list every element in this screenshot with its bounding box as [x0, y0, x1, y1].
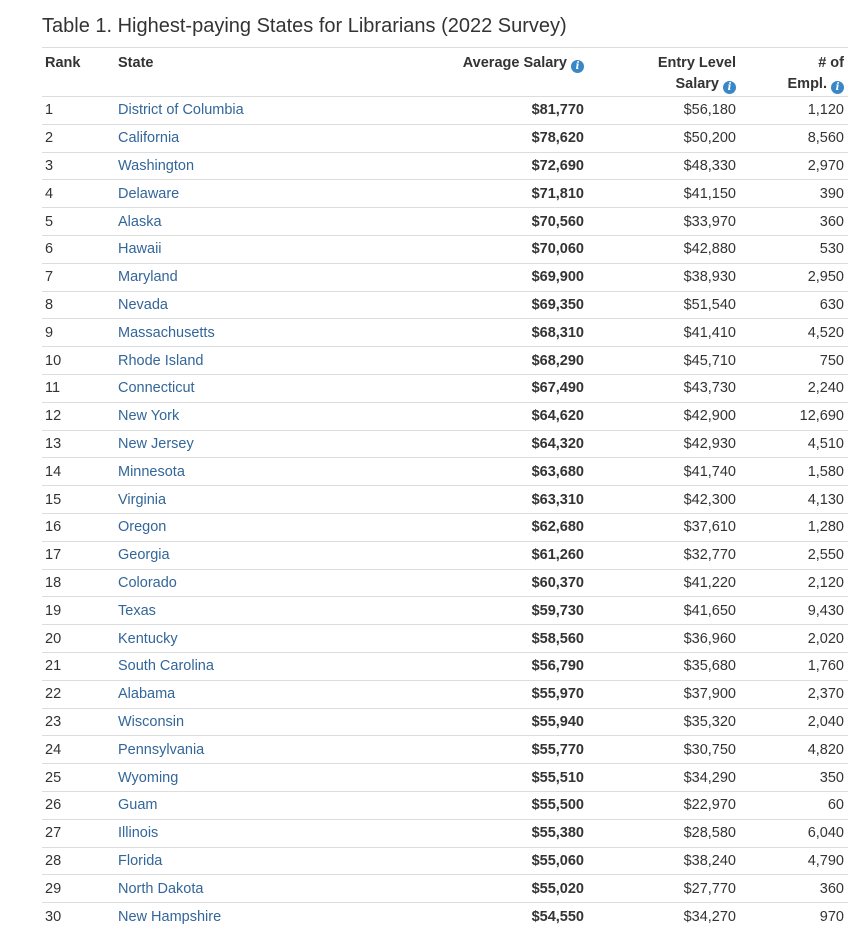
table-row: [42, 625, 848, 653]
employment-cell: 9,430: [736, 597, 848, 625]
state-cell: [118, 430, 348, 458]
average-salary-cell: $55,060: [348, 847, 584, 875]
state-cell: [118, 263, 348, 291]
average-salary-cell: $71,810: [348, 180, 584, 208]
info-icon[interactable]: i: [571, 60, 584, 73]
header-row: [42, 48, 848, 97]
table-header: [42, 48, 848, 97]
rank-cell: 8: [42, 291, 118, 319]
employment-cell: 2,040: [736, 708, 848, 736]
state-link[interactable]: Oregon: [118, 519, 167, 536]
entry-salary-cell: $42,900: [584, 402, 736, 430]
state-cell: [118, 347, 348, 375]
average-salary-cell: $64,320: [348, 430, 584, 458]
average-salary-cell: $56,790: [348, 652, 584, 680]
average-salary-cell: $55,940: [348, 708, 584, 736]
average-salary-cell: $55,970: [348, 680, 584, 708]
state-link[interactable]: New Hampshire: [118, 908, 222, 925]
rank-cell: 15: [42, 486, 118, 514]
average-salary-cell: $63,310: [348, 486, 584, 514]
state-link[interactable]: Delaware: [118, 185, 180, 202]
state-cell: [118, 736, 348, 764]
state-cell: [118, 319, 348, 347]
state-cell: [118, 847, 348, 875]
state-link[interactable]: Minnesota: [118, 463, 185, 480]
employment-cell: 6,040: [736, 819, 848, 847]
entry-salary-cell: $22,970: [584, 791, 736, 819]
average-salary-cell: $69,900: [348, 263, 584, 291]
table-row: [42, 847, 848, 875]
table-row: [42, 708, 848, 736]
rank-cell: 4: [42, 180, 118, 208]
table-row: [42, 152, 848, 180]
average-salary-cell: $55,380: [348, 819, 584, 847]
average-salary-cell: $62,680: [348, 513, 584, 541]
rank-cell: 14: [42, 458, 118, 486]
entry-salary-cell: $36,960: [584, 625, 736, 653]
employment-cell: 2,970: [736, 152, 848, 180]
state-link[interactable]: Maryland: [118, 269, 178, 286]
rank-cell: 24: [42, 736, 118, 764]
state-cell: [118, 486, 348, 514]
rank-cell: 26: [42, 791, 118, 819]
rank-cell: 6: [42, 235, 118, 263]
state-cell: [118, 541, 348, 569]
state-cell: [118, 652, 348, 680]
entry-salary-cell: $35,680: [584, 652, 736, 680]
entry-salary-cell: $41,650: [584, 597, 736, 625]
entry-salary-cell: $42,300: [584, 486, 736, 514]
employment-cell: 970: [819, 908, 844, 925]
state-cell: [118, 152, 348, 180]
employment-cell: 360: [736, 208, 848, 236]
employment-cell: 8,560: [736, 124, 848, 152]
entry-salary-cell: $41,410: [584, 319, 736, 347]
entry-salary-cell: $30,750: [584, 736, 736, 764]
rank-cell: 21: [42, 652, 118, 680]
employment-cell: 1,280: [736, 513, 848, 541]
average-salary-cell: $69,350: [348, 291, 584, 319]
state-cell: [118, 235, 348, 263]
state-link[interactable]: Florida: [118, 852, 163, 869]
employment-cell: 2,240: [736, 374, 848, 402]
employment-cell: 360: [736, 875, 848, 903]
entry-salary-cell: $41,150: [584, 180, 736, 208]
table-row: [42, 764, 848, 792]
average-salary-cell: $68,310: [348, 319, 584, 347]
employment-cell: 2,120: [736, 569, 848, 597]
table-row: [42, 903, 848, 930]
state-link[interactable]: Wisconsin: [118, 713, 185, 730]
state-link[interactable]: Kentucky: [118, 630, 178, 647]
table-row: [42, 124, 848, 152]
info-icon[interactable]: i: [723, 81, 736, 94]
average-salary-cell: $78,620: [348, 124, 584, 152]
table-row: [42, 680, 848, 708]
state-link[interactable]: New Jersey: [118, 435, 194, 452]
entry-salary-cell: $38,930: [584, 263, 736, 291]
entry-salary-cell: $34,270: [683, 908, 736, 925]
rank-cell: 11: [42, 374, 118, 402]
employment-cell: 12,690: [736, 402, 848, 430]
entry-salary-cell: $37,900: [584, 680, 736, 708]
entry-salary-cell: $41,740: [584, 458, 736, 486]
state-link[interactable]: North Dakota: [118, 880, 204, 897]
state-cell: [118, 875, 348, 903]
table-row: [42, 736, 848, 764]
rank-cell: 10: [42, 347, 118, 375]
state-link[interactable]: Colorado: [118, 574, 177, 591]
average-salary-cell: $55,770: [348, 736, 584, 764]
average-salary-cell: $63,680: [348, 458, 584, 486]
state-cell: [118, 903, 348, 930]
state-link[interactable]: Guam: [118, 797, 158, 814]
table-body: [42, 97, 848, 930]
entry-salary-cell: $28,580: [584, 819, 736, 847]
entry-salary-cell: $35,320: [584, 708, 736, 736]
table-container: [42, 0, 848, 930]
table-row: [42, 374, 848, 402]
table-row: [42, 486, 848, 514]
table-row: [42, 180, 848, 208]
rank-cell: 18: [42, 569, 118, 597]
average-salary-cell: $55,510: [348, 764, 584, 792]
state-link[interactable]: New York: [118, 408, 180, 425]
employment-cell: 390: [736, 180, 848, 208]
entry-salary-cell: $32,770: [584, 541, 736, 569]
rank-cell: 12: [42, 402, 118, 430]
entry-salary-cell: $42,880: [584, 235, 736, 263]
average-salary-cell: $54,550: [531, 908, 584, 925]
employment-cell: 1,760: [736, 652, 848, 680]
average-salary-cell: $64,620: [348, 402, 584, 430]
state-cell: [118, 708, 348, 736]
entry-salary-cell: $41,220: [584, 569, 736, 597]
average-salary-cell: $61,260: [348, 541, 584, 569]
employment-cell: 1,120: [736, 97, 848, 125]
state-cell: [118, 764, 348, 792]
entry-salary-cell: $37,610: [584, 513, 736, 541]
table-row: [42, 791, 848, 819]
rank-cell: 7: [42, 263, 118, 291]
rank-cell: 29: [42, 875, 118, 903]
state-link[interactable]: South Carolina: [118, 658, 214, 675]
state-link[interactable]: Rhode Island: [118, 352, 204, 369]
entry-salary-cell: $48,330: [584, 152, 736, 180]
header-entry-level-salary[interactable]: Entry Level Salary i: [584, 48, 736, 97]
employment-cell: 4,130: [736, 486, 848, 514]
state-link[interactable]: Alaska: [118, 213, 162, 230]
table-row: [42, 97, 848, 125]
employment-cell: 630: [736, 291, 848, 319]
rank-cell: 17: [42, 541, 118, 569]
rank-cell: 22: [42, 680, 118, 708]
rank-cell: 30: [45, 908, 62, 925]
entry-salary-cell: $56,180: [584, 97, 736, 125]
rank-cell: 20: [42, 625, 118, 653]
employment-cell: 2,370: [736, 680, 848, 708]
state-cell: [118, 402, 348, 430]
state-cell: [118, 819, 348, 847]
table-row: [42, 402, 848, 430]
rank-cell: 5: [42, 208, 118, 236]
state-link[interactable]: Hawaii: [118, 241, 162, 258]
info-icon[interactable]: i: [831, 81, 844, 94]
average-salary-cell: $68,290: [348, 347, 584, 375]
header-average-salary[interactable]: Average Salary i: [348, 48, 584, 97]
state-cell: [118, 458, 348, 486]
employment-cell: 530: [736, 235, 848, 263]
employment-cell: 2,550: [736, 541, 848, 569]
average-salary-cell: $72,690: [348, 152, 584, 180]
table-row: [42, 430, 848, 458]
rank-cell: 23: [42, 708, 118, 736]
average-salary-cell: $59,730: [348, 597, 584, 625]
table-row: [42, 319, 848, 347]
state-cell: [118, 124, 348, 152]
average-salary-cell: $81,770: [348, 97, 584, 125]
rank-cell: 28: [42, 847, 118, 875]
salary-table: [42, 47, 848, 930]
header-rank[interactable]: Rank: [42, 48, 118, 97]
state-link[interactable]: Connecticut: [118, 380, 195, 397]
average-salary-cell: $70,560: [348, 208, 584, 236]
employment-cell: 1,580: [736, 458, 848, 486]
rank-cell: 1: [42, 97, 118, 125]
entry-salary-cell: $45,710: [584, 347, 736, 375]
state-cell: [118, 791, 348, 819]
average-salary-cell: $55,020: [348, 875, 584, 903]
employment-cell: 2,950: [736, 263, 848, 291]
employment-cell: 4,820: [736, 736, 848, 764]
rank-cell: 19: [42, 597, 118, 625]
rank-cell: 27: [42, 819, 118, 847]
header-employment[interactable]: # of Empl. i: [736, 48, 848, 97]
state-cell: [118, 180, 348, 208]
employment-cell: 4,520: [736, 319, 848, 347]
state-link[interactable]: Virginia: [118, 491, 167, 508]
average-salary-cell: $70,060: [348, 235, 584, 263]
entry-salary-cell: $50,200: [584, 124, 736, 152]
table-row: [42, 458, 848, 486]
employment-cell: 350: [736, 764, 848, 792]
table-row: [42, 819, 848, 847]
employment-cell: 2,020: [736, 625, 848, 653]
state-cell: [118, 625, 348, 653]
state-link[interactable]: Wyoming: [118, 769, 179, 786]
state-cell: [118, 97, 348, 125]
employment-cell: 4,790: [736, 847, 848, 875]
table-row: [42, 235, 848, 263]
state-link[interactable]: Nevada: [118, 296, 168, 313]
entry-salary-cell: $51,540: [584, 291, 736, 319]
table-row: [42, 541, 848, 569]
state-cell: [118, 680, 348, 708]
state-link[interactable]: Illinois: [118, 825, 159, 842]
header-state[interactable]: State: [118, 48, 348, 97]
state-cell: [118, 374, 348, 402]
state-link[interactable]: Massachusetts: [118, 324, 215, 341]
rank-cell: 9: [42, 319, 118, 347]
state-cell: [118, 513, 348, 541]
table-row: [42, 569, 848, 597]
employment-cell: 60: [736, 791, 848, 819]
rank-cell: 13: [42, 430, 118, 458]
state-cell: [118, 597, 348, 625]
employment-cell: 4,510: [736, 430, 848, 458]
entry-salary-cell: $34,290: [584, 764, 736, 792]
state-link[interactable]: California: [118, 130, 180, 147]
table-row: [42, 597, 848, 625]
state-link[interactable]: District of Columbia: [118, 102, 244, 119]
table-row: [42, 652, 848, 680]
state-cell: [118, 569, 348, 597]
table-row: [42, 875, 848, 903]
state-link[interactable]: Alabama: [118, 686, 176, 703]
average-salary-cell: $60,370: [348, 569, 584, 597]
rank-cell: 16: [42, 513, 118, 541]
table-row: [42, 263, 848, 291]
entry-salary-cell: $42,930: [584, 430, 736, 458]
table-title: Table 1. Highest-paying States for Librarians (2022 Survey): [42, 15, 567, 37]
table-row: [42, 513, 848, 541]
table-row: [42, 291, 848, 319]
state-cell: [118, 208, 348, 236]
state-link[interactable]: Texas: [118, 602, 156, 619]
state-link[interactable]: Pennsylvania: [118, 741, 205, 758]
state-link[interactable]: Washington: [118, 157, 195, 174]
entry-salary-cell: $33,970: [584, 208, 736, 236]
average-salary-cell: $67,490: [348, 374, 584, 402]
state-cell: [118, 291, 348, 319]
table-row: [42, 347, 848, 375]
rank-cell: 2: [42, 124, 118, 152]
entry-salary-cell: $27,770: [584, 875, 736, 903]
table-row: [42, 208, 848, 236]
entry-salary-cell: $43,730: [584, 374, 736, 402]
rank-cell: 25: [42, 764, 118, 792]
entry-salary-cell: $38,240: [584, 847, 736, 875]
average-salary-cell: $58,560: [348, 625, 584, 653]
employment-cell: 750: [736, 347, 848, 375]
average-salary-cell: $55,500: [348, 791, 584, 819]
rank-cell: 3: [42, 152, 118, 180]
state-link[interactable]: Georgia: [118, 547, 170, 564]
